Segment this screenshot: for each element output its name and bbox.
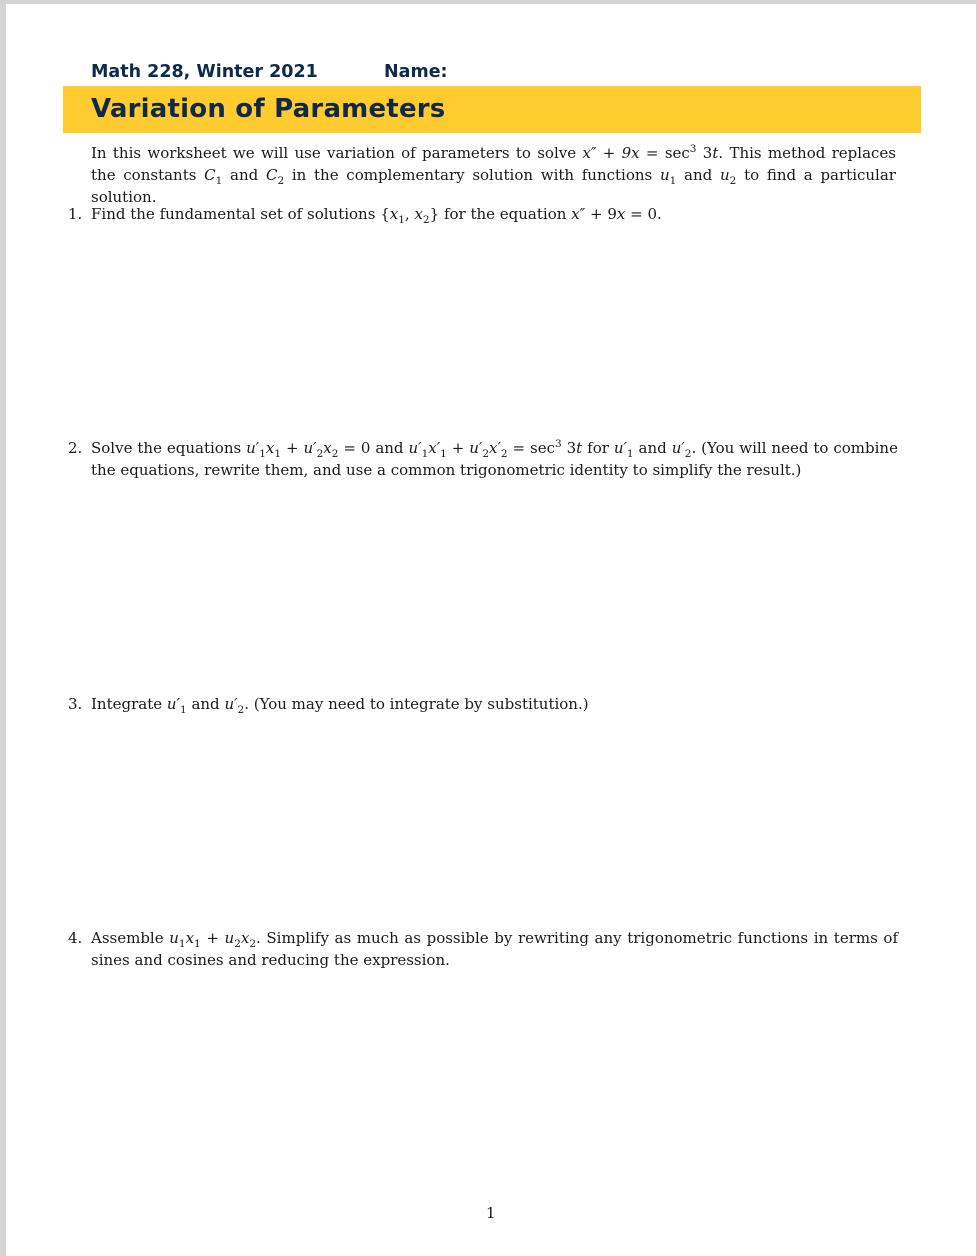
question-math: $u'_1x_1 + u'_2x_2 = 0$	[246, 439, 371, 460]
question-math: $u_1x_1 + u_2x_2$	[169, 929, 257, 950]
page-number: 1	[486, 1204, 496, 1222]
question-3	[68, 693, 898, 715]
title-banner	[63, 86, 921, 133]
question-math: x″ + 9x = 0	[571, 205, 658, 223]
document-page	[6, 4, 976, 1256]
question-number: 1.	[68, 205, 83, 223]
question-math: $u'_1x'_1 + u'_2x'_2 = \sec^3 3t$	[408, 438, 583, 460]
question-text: Assemble	[91, 929, 164, 947]
intro-c2: $C_2$	[265, 166, 285, 187]
intro-equation: $x'' + 9x = \sec^3 3t$	[582, 143, 719, 162]
question-text: for the equation	[443, 205, 567, 223]
name-label: Name:	[384, 62, 448, 82]
worksheet-header	[91, 62, 448, 82]
worksheet-title: Variation of Parameters	[91, 94, 446, 124]
question-number: 4.	[68, 929, 83, 947]
intro-text: to find a particular solution.	[91, 166, 896, 206]
question-text: and	[375, 439, 404, 457]
intro-text: In this worksheet we will use variation of parameters to solve	[91, 144, 577, 162]
intro-u1: $u_1$	[659, 166, 677, 187]
question-math: $u'_2$	[224, 695, 245, 716]
question-math: $u'_2$	[671, 439, 692, 460]
question-text: Find the fundamental set of solutions	[91, 205, 376, 223]
question-1	[68, 203, 898, 225]
question-text: Integrate	[91, 695, 163, 713]
question-number: 3.	[68, 695, 83, 713]
course-label: Math 228, Winter 2021	[91, 62, 318, 82]
question-text: .	[657, 205, 662, 223]
intro-text: and	[684, 166, 713, 184]
question-number: 2.	[68, 439, 83, 457]
question-text: . (You will need to combine the equations, rewrite them, and use a common trigonometric identity to simplify the result.)	[91, 439, 898, 479]
intro-c1: $C_1$	[204, 166, 223, 187]
question-text: Solve the equations	[91, 439, 242, 457]
question-math: $u'_1$	[613, 439, 634, 460]
intro-u2: $u_2$	[719, 166, 737, 187]
question-text: . (You may need to integrate by substitution.)	[244, 695, 589, 713]
question-text: and	[191, 695, 220, 713]
intro-text: and	[230, 166, 259, 184]
question-text: for	[587, 439, 609, 457]
intro-text: . This method replaces the constants	[91, 144, 896, 184]
intro-text: in the complementary solution with functions	[291, 166, 653, 184]
question-2	[68, 437, 898, 481]
question-math: {$x_1$, $x_2$}	[380, 205, 440, 226]
question-text: and	[638, 439, 667, 457]
question-text: . Simplify as much as possible by rewriting any trigonometric functions in terms of sines and cosines and reducing the expression.	[91, 929, 898, 969]
question-4	[68, 927, 898, 971]
intro-paragraph	[91, 142, 896, 208]
question-math: $u'_1$	[166, 695, 187, 716]
